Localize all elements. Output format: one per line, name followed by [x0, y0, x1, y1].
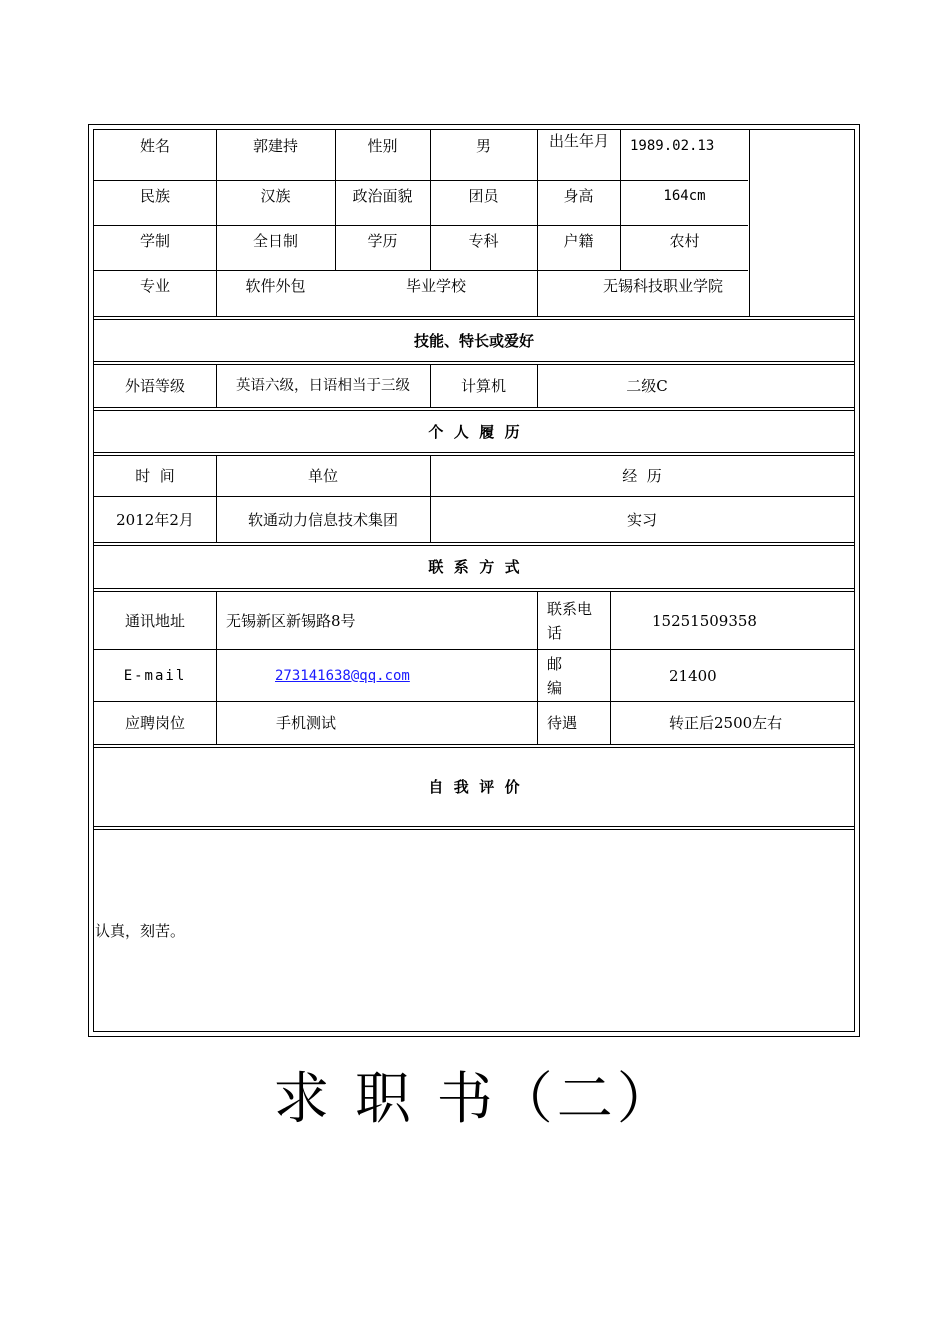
time-header: 时 间: [135, 467, 175, 485]
major-value: 软件外包: [245, 277, 306, 295]
position-value: 手机测试: [276, 714, 337, 732]
height-label: 身高: [563, 187, 594, 205]
birth-value: 1989.02.13: [630, 138, 715, 154]
name-label: 姓名: [139, 137, 170, 155]
political-label: 政治面貌: [352, 187, 413, 205]
evaluation-text: 认真，刻苦。: [95, 921, 186, 940]
hukou-value: 农村: [669, 232, 700, 250]
email-link[interactable]: 273141638@qq.com: [275, 667, 410, 684]
position-label: 应聘岗位: [124, 714, 185, 732]
hukou-label: 户籍: [563, 232, 594, 250]
resume-table: [88, 124, 860, 1037]
contact-heading: 联 系 方 式: [428, 558, 520, 576]
zip-value: 21400: [669, 666, 717, 685]
email-cell: [216, 650, 537, 701]
language-value: 英语六级，日语相当于三级: [236, 378, 410, 394]
zip-label: 邮编: [547, 654, 563, 697]
address-value: 无锡新区新锡路8号: [226, 611, 356, 630]
document-title: 求 职 书（二）: [273, 1067, 677, 1132]
education-label: 学历: [367, 232, 398, 250]
computer-label: 计算机: [460, 377, 506, 395]
evaluation-heading: 自 我 评 价: [428, 778, 520, 796]
height-value: 164cm: [663, 188, 706, 204]
resume-row-experience: 实习: [626, 510, 657, 529]
resume-heading: 个 人 履 历: [428, 422, 520, 441]
gender-label: 性别: [367, 137, 398, 155]
skills-heading: 技能、特长或爱好: [413, 331, 534, 350]
ethnicity-value: 汉族: [260, 187, 291, 205]
salary-value: 转正后2500左右: [669, 714, 783, 732]
salary-label: 待遇: [547, 714, 578, 732]
system-value: 全日制: [252, 232, 298, 250]
resume-row-unit: 软通动力信息技术集团: [247, 510, 398, 529]
birth-label: 出生年月: [549, 132, 610, 150]
political-value: 团员: [468, 187, 499, 205]
language-label: 外语等级: [124, 377, 185, 395]
name-value: 郭建持: [252, 137, 298, 155]
major-label: 专业: [139, 277, 170, 295]
gender-value: 男: [475, 137, 491, 155]
ethnicity-label: 民族: [139, 187, 170, 205]
phone-label: 联系电话: [547, 599, 593, 642]
experience-header: 经 历: [622, 467, 662, 485]
resume-table-inner: [93, 129, 855, 1032]
school-value: 无锡科技职业学院: [602, 277, 723, 295]
unit-header: 单位: [307, 467, 338, 485]
school-label: 毕业学校: [405, 277, 466, 295]
education-value: 专科: [468, 232, 499, 250]
system-label: 学制: [139, 232, 170, 250]
resume-row-time: 2012年2月: [116, 510, 194, 529]
computer-value: 二级C: [626, 377, 668, 395]
phone-value: 15251509358: [652, 611, 757, 630]
email-label: E-mail: [123, 667, 187, 684]
address-label: 通讯地址: [124, 611, 185, 630]
